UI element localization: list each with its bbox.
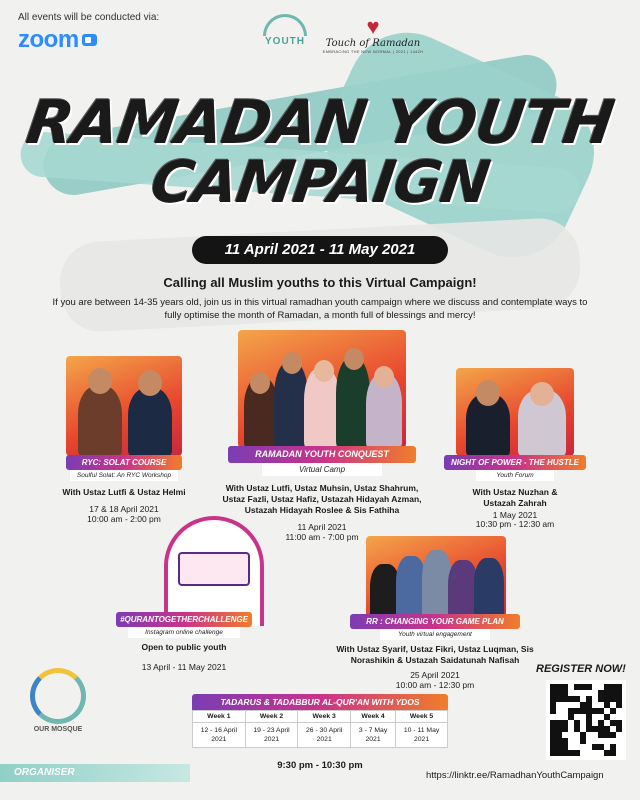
schedule-title: TADARUS & TADABBUR AL-QUR'AN WITH YDOS	[192, 694, 448, 710]
week-range: 19 - 23 April 2021	[245, 723, 298, 748]
tor-logo-text: Touch of Ramadan	[325, 38, 421, 49]
conquest-time: 11:00 am - 7:00 pm	[285, 532, 359, 542]
speaker-head	[314, 360, 334, 382]
schedule-time: 9:30 pm - 10:30 pm	[277, 760, 363, 771]
zoom-note: All events will be conducted via:	[18, 12, 160, 23]
speaker-head	[88, 368, 112, 394]
register-link[interactable]: https://linktr.ee/RamadhanYouthCampaign	[426, 770, 604, 781]
night-of-power-speakers: With Ustaz Nuzhan & Ustazah Zahrah	[472, 487, 558, 508]
week-range: 12 - 16 April 2021	[193, 723, 246, 748]
organiser-label: ORGANISER	[0, 764, 190, 782]
conquest-ribbon: RAMADAN YOUTH CONQUEST	[228, 446, 416, 463]
speaker-head	[250, 372, 270, 394]
speaker-figure	[128, 388, 172, 456]
week-header: Week 2	[245, 711, 298, 723]
tadarus-schedule	[192, 694, 448, 748]
zoom-logo	[18, 26, 97, 54]
zoom-camera-icon	[82, 34, 97, 46]
night-of-power-date: 1 May 2021	[492, 510, 538, 520]
calling-heading: Calling all Muslim youths to this Virtual Campaign!	[163, 275, 477, 290]
quran-challenge-audience: Open to public youth	[141, 642, 227, 652]
quran-book-icon	[178, 552, 250, 586]
speaker-head	[138, 370, 162, 396]
qr-module	[616, 750, 622, 756]
speaker-head	[344, 348, 364, 370]
conquest-photo	[238, 330, 406, 448]
solat-course-date: 17 & 18 April 2021	[89, 504, 159, 514]
night-of-power-time: 10:30 pm - 12:30 am	[475, 519, 555, 529]
conquest-subtitle: Virtual Camp	[262, 463, 382, 476]
game-plan-speakers: With Ustaz Syarif, Ustaz Fikri, Ustaz Luqman, Sis Norashikin & Ustazah Saidatunah Nafisah	[336, 644, 534, 665]
game-plan-photo	[366, 536, 506, 620]
conquest-date: 11 April 2021	[297, 522, 347, 532]
conquest-speakers: With Ustaz Lutfi, Ustaz Muhsin, Ustaz Shahrum, Ustaz Fazli, Ustaz Hafiz, Ustazah Hidayah Azman, Ustazah Hidayah Roslee & Sis Fathiha	[222, 483, 422, 515]
speaker-figure	[336, 358, 370, 448]
game-plan-time: 10:00 am - 12:30 pm	[395, 680, 475, 690]
touch-of-ramadan-logo	[318, 16, 428, 62]
zoom-wordmark: zoom	[18, 26, 79, 53]
title-line-1: RAMADAN YOUTH	[22, 88, 618, 158]
register-heading: REGISTER NOW!	[536, 663, 626, 675]
speaker-head	[476, 380, 500, 406]
week-range: 26 - 30 April 2021	[298, 723, 351, 748]
heart-icon: ♥	[366, 14, 380, 39]
schedule-table	[192, 710, 448, 748]
quran-challenge-ribbon: #QURANTOGETHERCHALLENGE	[116, 612, 252, 627]
solat-course-subtitle: Soulful Solat: An RYC Workshop	[70, 470, 178, 481]
speaker-figure	[474, 558, 504, 620]
solat-course-photo	[66, 356, 182, 456]
week-header: Week 5	[396, 711, 448, 723]
qr-code-pattern	[550, 684, 622, 756]
quran-challenge-date: 13 April - 11 May 2021	[141, 662, 227, 672]
speaker-head	[282, 352, 302, 374]
ramadan-youth-logo	[254, 14, 316, 60]
quran-challenge-subtitle: Instagram online challenge	[128, 627, 240, 638]
night-of-power-ribbon: NIGHT OF POWER - THE HUSTLE	[444, 455, 586, 470]
week-header: Week 4	[351, 711, 396, 723]
game-plan-ribbon: RR : CHANGING YOUR GAME PLAN	[350, 614, 520, 629]
ry-arc-icon	[263, 14, 307, 36]
our-mosque-emblem-icon	[30, 668, 86, 724]
night-of-power-subtitle: Youth Forum	[476, 470, 554, 481]
ry-logo-text: YOUTH	[265, 36, 305, 47]
intro-description: If you are between 14-35 years old, join us in this virtual ramadhan youth campaign where we discuss and contemplate ways to fully optimise the month of Ramadan, a month full of blessings and mercy!	[52, 297, 588, 321]
solat-course-ribbon: RYC: SOLAT COURSE	[66, 455, 182, 470]
night-of-power-photo	[456, 368, 574, 456]
campaign-dates-pill: 11 April 2021 - 11 May 2021	[192, 236, 448, 264]
speaker-figure	[78, 386, 122, 456]
week-range: 3 - 7 May 2021	[351, 723, 396, 748]
tor-tagline: EMBRACING THE NEW NORMAL | 2021 | 1442H	[322, 49, 424, 54]
solat-course-time: 10:00 am - 2:00 pm	[87, 514, 161, 524]
week-range: 10 - 11 May 2021	[396, 723, 448, 748]
our-mosque-logo	[22, 668, 94, 733]
speaker-head	[530, 382, 554, 406]
qr-code[interactable]	[546, 680, 626, 760]
game-plan-date: 25 April 2021	[410, 670, 460, 680]
title-line-2: CAMPAIGN	[146, 148, 494, 216]
speaker-head	[374, 366, 394, 388]
week-header: Week 3	[298, 711, 351, 723]
week-header: Week 1	[193, 711, 246, 723]
solat-course-speakers: With Ustaz Lutfi & Ustaz Helmi	[62, 487, 186, 497]
game-plan-subtitle: Youth virtual engagement	[380, 629, 490, 640]
speaker-figure	[274, 362, 308, 448]
our-mosque-logo-text: OUR MOSQUE	[33, 726, 83, 733]
